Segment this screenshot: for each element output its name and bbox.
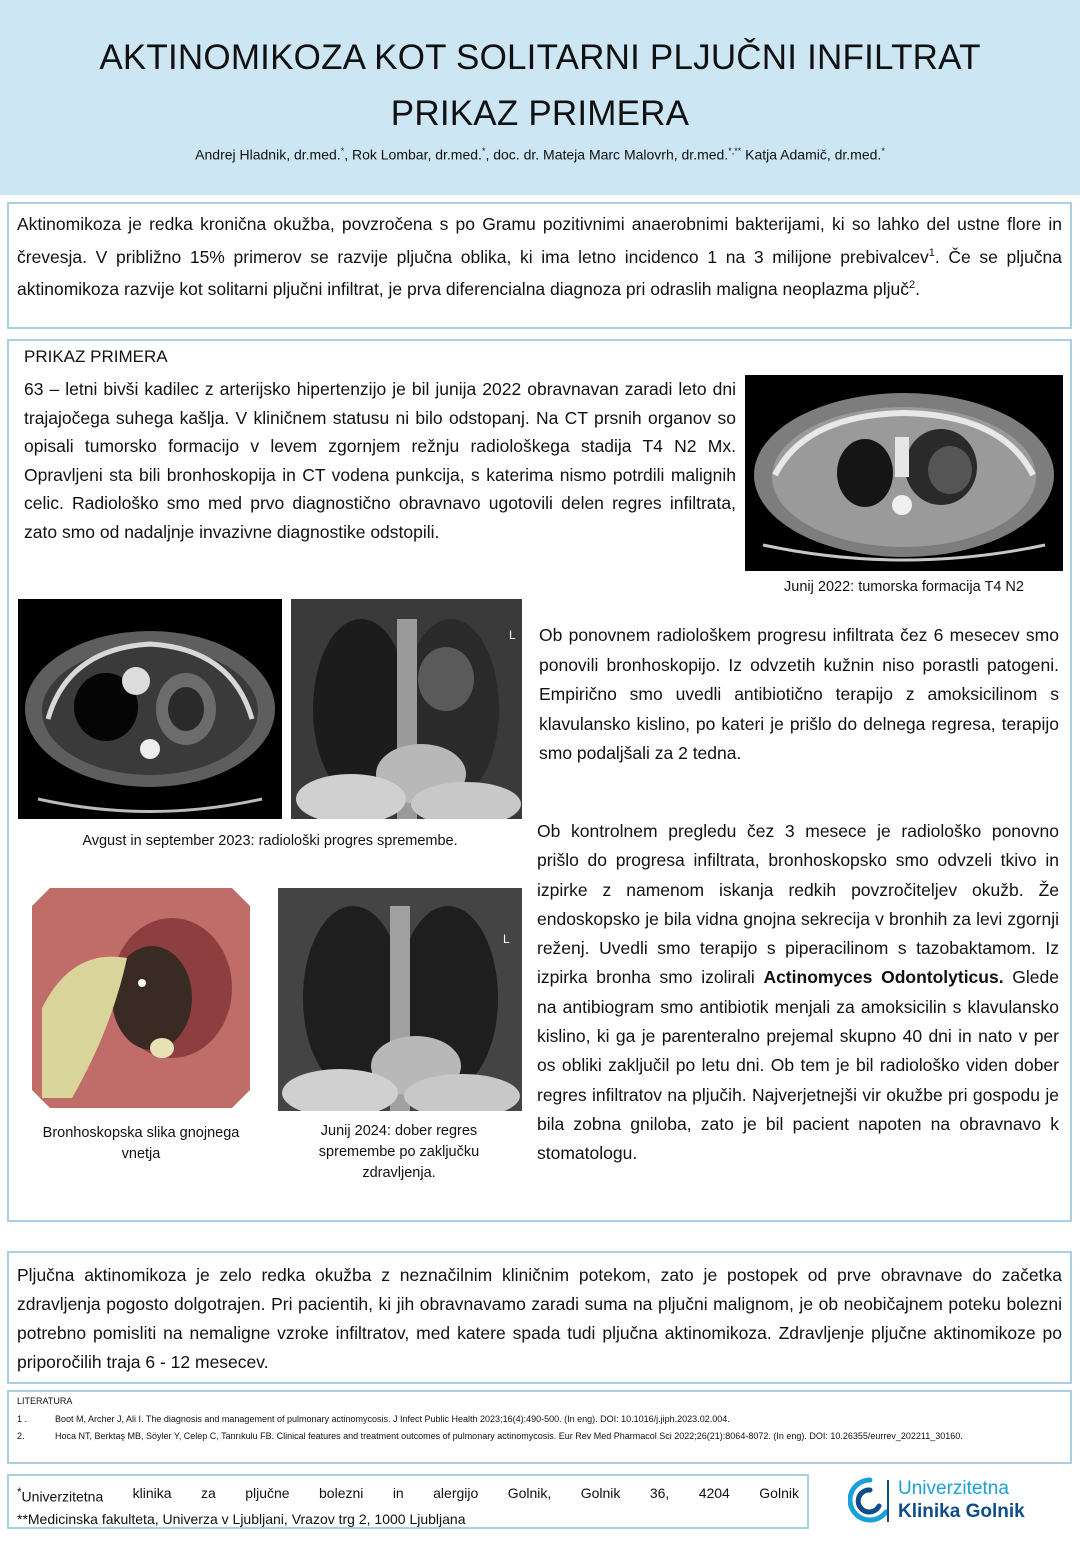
introduction-box: Aktinomikoza je redka kronična okužba, povzročena s po Gramu pozitivnimi anaerobnimi bakterijami, ki so lahko del ustne flore in črevesja. V približno 15% primerov se razvije pljučna oblika, ki ima letno incidenco 1 na 3 milijone prebivalcev$^1$. Če se pljučna aktinomikoza razvije kot solitarni pljučni infiltrat, je prva diferencialna diagnoza pri odraslih maligna neoplazma pljuč$^2$.	[7, 202, 1072, 329]
author: Rok Lombar, dr.med.	[351, 146, 482, 163]
caption-ct-2022: Junij 2022: tumorska formacija T4 N2	[784, 579, 1024, 595]
reference-item: 2. Hoca NT, Berktaş MB, Söyler Y, Celep C, Tanrıkulu FB. Clinical features and treatment outcomes of pulmonary actinomycosis. Eur Rev Med Pharmacol Sci 2022;26(21):8064-8072. (In eng). DOI: 10.26355/eurrev_202211_30160.	[17, 1431, 963, 1441]
xray-2024-image	[278, 888, 522, 1111]
references-heading: LITERATURA	[17, 1396, 73, 1406]
references-box	[7, 1390, 1072, 1464]
ct-scan-2023-image	[18, 599, 282, 819]
author-affiliation-mark: *	[881, 146, 885, 156]
reference-item: 1 . Boot M, Archer J, Ali I. The diagnosis and management of pulmonary actinomycosis. J Infect Public Health 2023;16(4):490-500. (In eng). DOI: 10.1016/j.jiph.2023.02.004.	[17, 1414, 730, 1424]
citation-mark: 1	[928, 246, 935, 259]
case-paragraph-2: Ob ponovnem radiološkem progresu infiltrata čez 6 mesecev smo ponovili bronhoskopijo. Iz odvzetih kužnin niso porastli patogeni. Empirično smo uvedli antibiotično terapijo z amoksicilinom s klavulansko kislino, po kateri je prišlo do delnega regresa, terapijo smo podaljšali za 2 tedna.	[539, 625, 1059, 763]
citation-mark: 2	[908, 278, 916, 291]
xray-2023-image	[291, 599, 522, 819]
xray-side-marker: L	[503, 932, 510, 946]
caption-aug-sep-2023: Avgust in september 2023: radiološki progres spremembe.	[82, 833, 458, 849]
author: Andrej Hladnik, dr.med.	[195, 146, 341, 163]
pathogen-name: Actinomyces Odontolyticus.	[763, 967, 1004, 988]
clinic-logo-icon	[848, 1476, 894, 1526]
author-list: Andrej Hladnik, dr.med.*, Rok Lombar, dr.med.*, doc. dr. Mateja Marc Malovrh, dr.med.*,** Katja Adamič, dr.med.*	[195, 146, 885, 163]
author: doc. dr. Mateja Marc Malovrh, dr.med.	[493, 146, 729, 163]
case-paragraph-1: 63 – letni bivši kadilec z arterijsko hipertenzijo je bil junija 2022 obravnavan zaradi leto dni trajajočega suhega kašlja. V kliničnem statusu ni bilo odstopanj. Na CT prsnih organov so opisali tumorsko formacijo v levem zgornjem režnju radiološkega stadija T4 N2 Mx. Opravljeni sta bili bronhoskopija in CT vodena punkcija, s katerima nismo potrdili malignih celic. Radiološko smo med prvo diagnostično obravnavo ugotovili delen regres infiltrata, zato smo od nadaljnje invazivne diagnostike odstopili.	[24, 379, 736, 542]
poster-title: AKTINOMIKOZA KOT SOLITARNI PLJUČNI INFILTRAT	[99, 38, 981, 77]
conclusion-box: Pljučna aktinomikoza je zelo redka okužba z neznačilnim kliničnim potekom, zato je postopek od prve obravnave do začetka zdravljenja pogosto dolgotrajen. Pri pacientih, ki jih obravnavamo zaradi suma na pljučni malignom, je ob neobičajnem poteku bolezni potrebno pomisliti na nemaligne vzroke infiltratov, med katere spada tudi pljučna aktinomikoza. Zdravljenje pljučne aktinomikoze po priporočilih traja 6 - 12 mesecev.	[7, 1251, 1072, 1384]
affiliation-line-2: **Medicinska fakulteta, Univerza v Ljubljani, Vrazov trg 2, 1000 Ljubljana	[17, 1510, 466, 1527]
logo-text-line1: Univerzitetna	[898, 1478, 1009, 1499]
affiliation-line-1: *Univerzitetna klinika za pljučne bolezni in alergijo Golnik, Golnik 36, 4204 Golnik	[17, 1485, 799, 1505]
caption-jun-2024: Junij 2024: dober regres spremembe po zaključku zdravljenja.	[318, 1123, 480, 1181]
author-affiliation-mark: *	[481, 146, 486, 156]
case-report-box	[7, 339, 1072, 1222]
bronchoscopy-image	[32, 888, 250, 1108]
ct-scan-2022-image	[745, 375, 1063, 571]
author: Katja Adamič, dr.med.	[745, 146, 882, 163]
logo-text-line2: Klinika Golnik	[898, 1501, 1025, 1522]
xray-side-marker: L	[509, 628, 516, 642]
author-affiliation-mark: *	[340, 146, 345, 156]
clinic-logo	[848, 1476, 1048, 1526]
case-paragraph-3: Ob kontrolnem pregledu čez 3 mesece je radiološko ponovno prišlo do progresa infiltrata, bronhoskopsko smo odvzeli tkivo in izpirke z namenom iskanja redkih povzročiteljev okužb. Že endoskopsko je bila vidna gnojna sekrecija v bronhih za levi zgornji reženj. Uvedli smo terapijo s piperacilinom s tazobaktamom. Iz izpirka bronha smo izolirali Actinomyces Odontolyticus. Glede na antibiogram smo antibiotik menjali za amoksicilin s klavulansko kislino, ki ga je parenteralno prejemal skupno 40 dni in nato v per os obliki zaključil po letu dni. Ob tem je bil radiološko viden dober regres infiltratov na pljučih. Najverjetnejši vir okužbe pri gospodu je bila zobna gniloba, zato je bil pacient napoten na obravnavo k stomatologu.	[537, 821, 1059, 1164]
caption-bronchoscopy: Bronhoskopska slika gnojnega vnetja	[42, 1125, 240, 1162]
affiliations-box	[7, 1474, 809, 1529]
author-affiliation-mark: *,**	[728, 146, 742, 156]
poster-subtitle: PRIKAZ PRIMERA	[390, 94, 690, 133]
poster-header	[0, 0, 1080, 195]
case-report-heading: PRIKAZ PRIMERA	[24, 347, 168, 366]
